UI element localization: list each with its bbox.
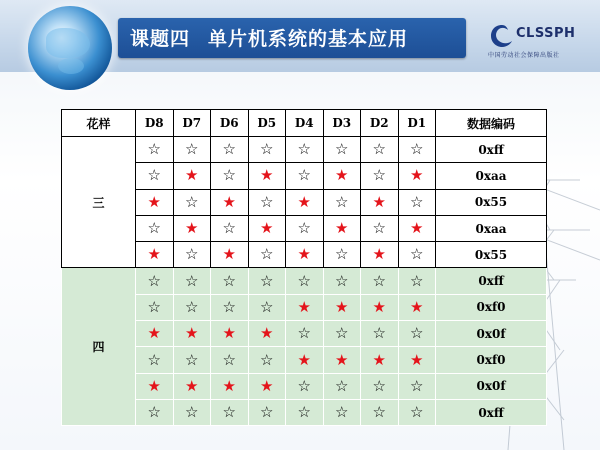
- bit-cell: [211, 321, 249, 347]
- led-off-star-icon: ☆: [372, 376, 386, 395]
- bit-cell: [361, 215, 399, 241]
- column-header: D7: [173, 110, 211, 137]
- column-header: D4: [286, 110, 324, 137]
- column-header: D3: [323, 110, 361, 137]
- bit-cell: [211, 294, 249, 320]
- bit-cell: [248, 163, 286, 189]
- led-off-star-icon: ☆: [297, 403, 311, 422]
- bit-cell: [173, 242, 211, 268]
- data-code-cell: 0xff: [436, 268, 547, 294]
- bit-cell: [323, 189, 361, 215]
- pattern-group-three: [62, 137, 547, 268]
- bit-cell: [248, 294, 286, 320]
- bit-cell: [323, 268, 361, 294]
- led-on-star-icon: ★: [410, 219, 424, 238]
- bit-cell: [286, 215, 324, 241]
- led-on-star-icon: ★: [222, 324, 236, 343]
- publisher-logo: [480, 20, 595, 60]
- led-off-star-icon: ☆: [410, 376, 424, 395]
- data-code-cell: 0x55: [436, 242, 547, 268]
- bit-cell: [323, 399, 361, 425]
- bit-cell: [286, 137, 324, 163]
- page-title: [130, 24, 408, 51]
- bit-cell: [361, 347, 399, 373]
- led-off-star-icon: ☆: [260, 140, 274, 159]
- led-off-star-icon: ☆: [222, 219, 236, 238]
- bit-cell: [398, 399, 436, 425]
- led-off-star-icon: ☆: [185, 403, 199, 422]
- led-off-star-icon: ☆: [335, 403, 349, 422]
- led-off-star-icon: ☆: [410, 140, 424, 159]
- led-off-star-icon: ☆: [185, 297, 199, 316]
- bit-cell: [248, 215, 286, 241]
- led-off-star-icon: ☆: [260, 192, 274, 211]
- data-code-cell: 0xf0: [436, 294, 547, 320]
- led-off-star-icon: ☆: [297, 219, 311, 238]
- led-on-star-icon: ★: [147, 192, 161, 211]
- globe-land-shape: [46, 28, 90, 58]
- bit-cell: [211, 189, 249, 215]
- led-off-star-icon: ☆: [410, 245, 424, 264]
- led-off-star-icon: ☆: [297, 271, 311, 290]
- led-off-star-icon: ☆: [372, 271, 386, 290]
- led-off-star-icon: ☆: [335, 271, 349, 290]
- bit-cell: [323, 137, 361, 163]
- led-off-star-icon: ☆: [372, 324, 386, 343]
- led-off-star-icon: ☆: [147, 219, 161, 238]
- bit-cell: [361, 268, 399, 294]
- lesson-label: 课题四: [130, 28, 191, 50]
- bit-cell: [248, 321, 286, 347]
- bit-cell: [173, 373, 211, 399]
- swirl-icon: [488, 22, 516, 50]
- led-off-star-icon: ☆: [297, 140, 311, 159]
- led-on-star-icon: ★: [410, 350, 424, 369]
- bit-cell: [211, 268, 249, 294]
- led-on-star-icon: ★: [222, 245, 236, 264]
- led-on-star-icon: ★: [372, 245, 386, 264]
- topic-label: 单片机系统的基本应用: [208, 28, 409, 50]
- led-on-star-icon: ★: [335, 219, 349, 238]
- led-off-star-icon: ☆: [335, 324, 349, 343]
- led-off-star-icon: ☆: [335, 376, 349, 395]
- led-off-star-icon: ☆: [372, 140, 386, 159]
- bit-cell: [136, 373, 174, 399]
- bit-cell: [361, 163, 399, 189]
- data-code-cell: 0x55: [436, 189, 547, 215]
- bit-cell: [173, 215, 211, 241]
- bit-cell: [398, 163, 436, 189]
- bit-cell: [398, 268, 436, 294]
- bit-cell: [248, 373, 286, 399]
- led-on-star-icon: ★: [147, 245, 161, 264]
- led-off-star-icon: ☆: [372, 166, 386, 185]
- pattern-name-cell: 四: [62, 268, 136, 426]
- led-off-star-icon: ☆: [297, 166, 311, 185]
- led-off-star-icon: ☆: [297, 324, 311, 343]
- bit-cell: [248, 189, 286, 215]
- led-off-star-icon: ☆: [222, 297, 236, 316]
- bit-cell: [398, 137, 436, 163]
- bit-cell: [136, 242, 174, 268]
- bit-cell: [323, 373, 361, 399]
- bit-cell: [173, 163, 211, 189]
- led-on-star-icon: ★: [372, 192, 386, 211]
- column-header: D1: [398, 110, 436, 137]
- pattern-table: [61, 109, 547, 426]
- bit-cell: [361, 242, 399, 268]
- led-off-star-icon: ☆: [147, 271, 161, 290]
- data-code-cell: 0xaa: [436, 215, 547, 241]
- led-off-star-icon: ☆: [372, 403, 386, 422]
- led-on-star-icon: ★: [260, 166, 274, 185]
- bit-cell: [211, 137, 249, 163]
- bit-cell: [398, 215, 436, 241]
- led-on-star-icon: ★: [297, 192, 311, 211]
- bit-cell: [361, 294, 399, 320]
- data-code-cell: 0xf0: [436, 347, 547, 373]
- led-on-star-icon: ★: [185, 166, 199, 185]
- bit-cell: [136, 215, 174, 241]
- led-on-star-icon: ★: [410, 297, 424, 316]
- pattern-name-cell: 三: [62, 137, 136, 268]
- led-off-star-icon: ☆: [185, 271, 199, 290]
- led-off-star-icon: ☆: [410, 403, 424, 422]
- bit-cell: [361, 373, 399, 399]
- pattern-group-four: [62, 268, 547, 426]
- column-header: D8: [136, 110, 174, 137]
- bit-cell: [211, 347, 249, 373]
- bit-cell: [248, 347, 286, 373]
- bit-cell: [323, 294, 361, 320]
- led-on-star-icon: ★: [297, 245, 311, 264]
- led-off-star-icon: ☆: [222, 350, 236, 369]
- bit-cell: [361, 399, 399, 425]
- led-off-star-icon: ☆: [222, 140, 236, 159]
- led-off-star-icon: ☆: [185, 350, 199, 369]
- table-row: [62, 268, 547, 294]
- logo-subtitle: 中国劳动社会保障出版社: [488, 52, 560, 59]
- led-off-star-icon: ☆: [260, 297, 274, 316]
- led-on-star-icon: ★: [335, 166, 349, 185]
- bit-cell: [286, 163, 324, 189]
- bit-cell: [136, 399, 174, 425]
- bit-cell: [173, 347, 211, 373]
- bit-cell: [398, 189, 436, 215]
- led-off-star-icon: ☆: [260, 245, 274, 264]
- bit-cell: [211, 399, 249, 425]
- bit-cell: [173, 137, 211, 163]
- led-off-star-icon: ☆: [185, 192, 199, 211]
- led-on-star-icon: ★: [147, 324, 161, 343]
- column-header: D6: [211, 110, 249, 137]
- bit-cell: [286, 347, 324, 373]
- bit-cell: [398, 242, 436, 268]
- bit-cell: [136, 268, 174, 294]
- led-on-star-icon: ★: [335, 297, 349, 316]
- bit-cell: [398, 321, 436, 347]
- column-header: 花样: [62, 110, 136, 137]
- led-off-star-icon: ☆: [335, 192, 349, 211]
- led-off-star-icon: ☆: [147, 140, 161, 159]
- led-on-star-icon: ★: [222, 376, 236, 395]
- bit-cell: [248, 137, 286, 163]
- led-off-star-icon: ☆: [335, 140, 349, 159]
- bit-cell: [248, 399, 286, 425]
- data-code-cell: 0x0f: [436, 321, 547, 347]
- bit-cell: [398, 294, 436, 320]
- data-code-cell: 0xff: [436, 399, 547, 425]
- led-on-star-icon: ★: [297, 297, 311, 316]
- led-off-star-icon: ☆: [185, 140, 199, 159]
- led-on-star-icon: ★: [410, 166, 424, 185]
- table-row: [62, 137, 547, 163]
- led-on-star-icon: ★: [260, 376, 274, 395]
- bit-cell: [286, 321, 324, 347]
- bit-cell: [286, 373, 324, 399]
- led-off-star-icon: ☆: [260, 271, 274, 290]
- led-on-star-icon: ★: [372, 350, 386, 369]
- globe-logo: [28, 6, 112, 90]
- led-off-star-icon: ☆: [222, 403, 236, 422]
- column-header: D2: [361, 110, 399, 137]
- led-on-star-icon: ★: [185, 376, 199, 395]
- bit-cell: [173, 189, 211, 215]
- bit-cell: [323, 321, 361, 347]
- bit-cell: [361, 189, 399, 215]
- bit-cell: [211, 163, 249, 189]
- bit-cell: [173, 294, 211, 320]
- bit-cell: [286, 399, 324, 425]
- led-off-star-icon: ☆: [147, 350, 161, 369]
- bit-cell: [173, 321, 211, 347]
- led-off-star-icon: ☆: [410, 324, 424, 343]
- led-off-star-icon: ☆: [147, 297, 161, 316]
- bit-cell: [398, 347, 436, 373]
- led-off-star-icon: ☆: [222, 166, 236, 185]
- data-code-cell: 0x0f: [436, 373, 547, 399]
- globe-land-shape-2: [58, 58, 84, 74]
- data-code-cell: 0xaa: [436, 163, 547, 189]
- bit-cell: [136, 189, 174, 215]
- bit-cell: [248, 268, 286, 294]
- logo-text: CLSSPH: [516, 26, 576, 41]
- bit-cell: [286, 268, 324, 294]
- led-on-star-icon: ★: [185, 219, 199, 238]
- bit-cell: [211, 242, 249, 268]
- led-off-star-icon: ☆: [185, 245, 199, 264]
- led-on-star-icon: ★: [185, 324, 199, 343]
- led-off-star-icon: ☆: [297, 376, 311, 395]
- bit-cell: [136, 294, 174, 320]
- table-header-row: [62, 110, 547, 137]
- bit-cell: [323, 215, 361, 241]
- bit-cell: [323, 347, 361, 373]
- bit-cell: [173, 399, 211, 425]
- bit-cell: [286, 242, 324, 268]
- led-off-star-icon: ☆: [260, 350, 274, 369]
- bit-cell: [323, 242, 361, 268]
- bit-cell: [136, 321, 174, 347]
- led-off-star-icon: ☆: [410, 192, 424, 211]
- bit-cell: [136, 347, 174, 373]
- led-off-star-icon: ☆: [147, 403, 161, 422]
- data-code-cell: 0xff: [436, 137, 547, 163]
- bit-cell: [173, 268, 211, 294]
- bit-cell: [361, 137, 399, 163]
- led-on-star-icon: ★: [335, 350, 349, 369]
- led-on-star-icon: ★: [222, 192, 236, 211]
- led-off-star-icon: ☆: [260, 403, 274, 422]
- led-off-star-icon: ☆: [372, 219, 386, 238]
- led-on-star-icon: ★: [147, 376, 161, 395]
- bit-cell: [286, 294, 324, 320]
- led-off-star-icon: ☆: [147, 166, 161, 185]
- bit-cell: [286, 189, 324, 215]
- bit-cell: [211, 373, 249, 399]
- led-off-star-icon: ☆: [410, 271, 424, 290]
- led-off-star-icon: ☆: [335, 245, 349, 264]
- column-header: D5: [248, 110, 286, 137]
- bit-cell: [136, 137, 174, 163]
- bit-cell: [398, 373, 436, 399]
- bit-cell: [136, 163, 174, 189]
- column-header: 数据编码: [436, 110, 547, 137]
- led-on-star-icon: ★: [260, 324, 274, 343]
- led-off-star-icon: ☆: [222, 271, 236, 290]
- led-on-star-icon: ★: [260, 219, 274, 238]
- bit-cell: [211, 215, 249, 241]
- led-on-star-icon: ★: [297, 350, 311, 369]
- bit-cell: [248, 242, 286, 268]
- bit-cell: [361, 321, 399, 347]
- led-on-star-icon: ★: [372, 297, 386, 316]
- bit-cell: [323, 163, 361, 189]
